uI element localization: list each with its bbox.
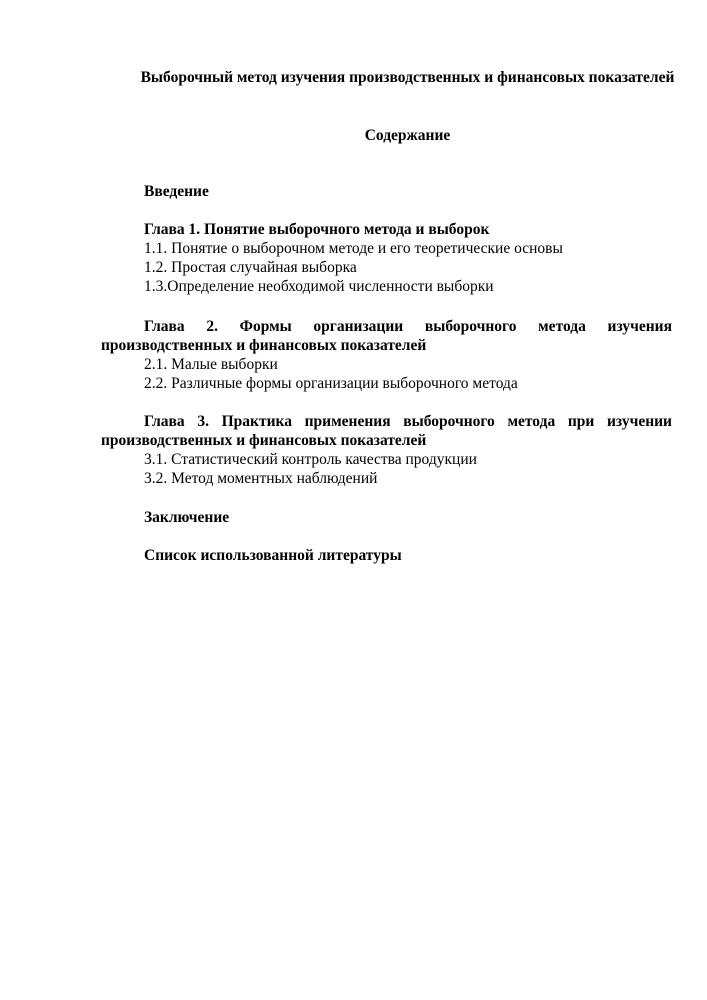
toc-chapter-2 [101, 317, 672, 393]
toc-item-2-2: 2.2. Различные формы организации выборочного метода [144, 375, 518, 392]
toc-item-1-3: 1.3.Определение необходимой численности выборки [144, 278, 494, 295]
toc-item-3-1: 3.1. Статистический контроль качества продукции [144, 451, 477, 468]
toc-item-3-2: 3.2. Метод моментных наблюдений [144, 470, 378, 487]
document-title: Выборочный метод изучения производственных и финансовых показателей [140, 69, 675, 86]
toc-entry-references: Список использованной литературы [144, 547, 402, 564]
toc-references [101, 546, 672, 565]
toc-heading: Содержание [364, 127, 451, 144]
chapter-2-title: Глава 2. Формы организации выборочного метода изучения производственных и финансовых показателей [101, 318, 672, 354]
chapter-1-title: Глава 1. Понятие выборочного метода и выборок [144, 221, 490, 238]
toc-entry-conclusion: Заключение [144, 509, 230, 526]
toc-introduction [101, 182, 672, 201]
toc-chapter-1 [101, 220, 672, 296]
toc-conclusion [101, 508, 672, 527]
toc-entry-introduction: Введение [144, 183, 209, 200]
toc-item-2-1: 2.1. Малые выборки [144, 356, 278, 373]
toc-item-1-1: 1.1. Понятие о выборочном методе и его теоретические основы [144, 240, 563, 257]
toc-chapter-3 [101, 412, 672, 488]
toc-item-1-2: 1.2. Простая случайная выборка [144, 259, 357, 276]
chapter-3-title: Глава 3. Практика применения выборочного метода при изучении производственных и финансовых показателей [101, 413, 672, 449]
